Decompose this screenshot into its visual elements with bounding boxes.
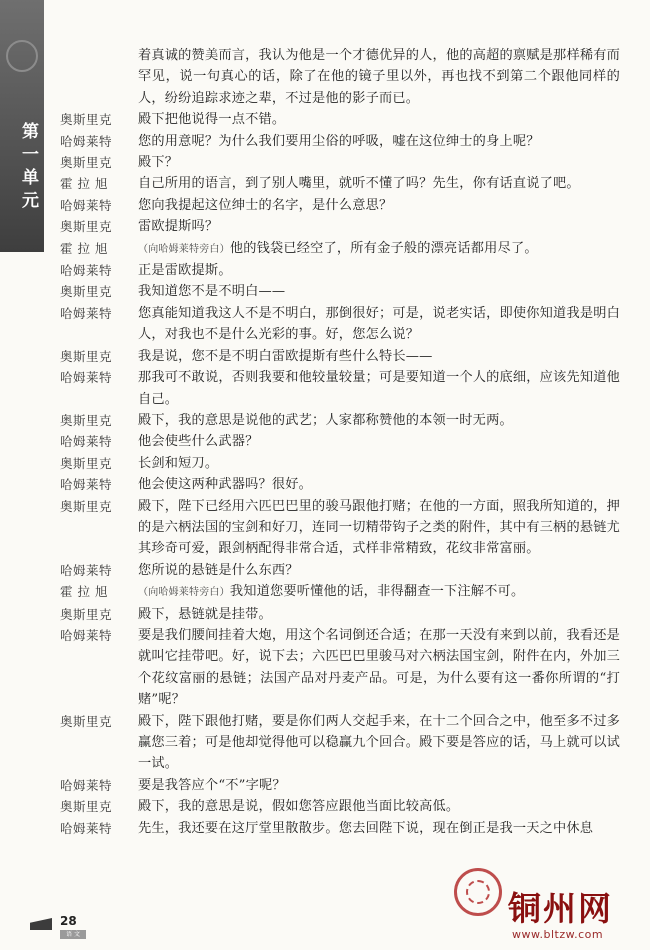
speech-content: 长剑和短刀。 xyxy=(138,455,219,471)
speech-text xyxy=(138,410,620,431)
speaker-name: 哈姆莱特 xyxy=(60,263,113,279)
speaker-name: 奥斯里克 xyxy=(60,455,113,471)
speaker-name: 哈姆莱特 xyxy=(60,777,113,793)
dialogue-line xyxy=(60,560,620,581)
dialogue-line xyxy=(60,303,620,346)
speaker-name: 奥斯里克 xyxy=(60,713,113,729)
speech-text xyxy=(138,195,620,216)
speech-text xyxy=(138,625,620,711)
speech-text xyxy=(138,818,620,839)
dialogue-line xyxy=(60,625,620,711)
speech-text xyxy=(138,453,620,474)
speaker-name: 哈姆莱特 xyxy=(60,197,113,213)
speech-text xyxy=(138,775,620,796)
dialogue-line xyxy=(60,346,620,367)
speech-content: 要是我答应个“不”字呢？ xyxy=(138,777,286,793)
speaker-name: 奥斯里克 xyxy=(60,606,113,622)
speech-content: 我知道您不是不明白—— xyxy=(138,284,286,300)
speech-content: 正是雷欧提斯。 xyxy=(138,263,232,279)
dialogue-line xyxy=(60,131,620,152)
speaker-name: 哈姆莱特 xyxy=(60,477,113,493)
speech-text xyxy=(138,152,620,173)
dialogue-line xyxy=(60,260,620,281)
speech-text xyxy=(138,474,620,495)
speaker-name: 奥斯里克 xyxy=(60,799,113,815)
speech-text xyxy=(138,581,620,603)
speaker-name: 奥斯里克 xyxy=(60,412,113,428)
speech-text xyxy=(138,45,620,109)
script-body xyxy=(60,45,620,839)
stage-direction: （向哈姆莱特旁白） xyxy=(138,587,230,599)
speech-content: 殿下？ xyxy=(138,155,179,171)
page-subtitle: 语 文 xyxy=(60,930,86,939)
speaker-name: 哈姆莱特 xyxy=(60,627,113,643)
watermark-logo-text: 铜州网 xyxy=(508,889,613,928)
dialogue-line xyxy=(60,216,620,237)
watermark-seal-icon xyxy=(454,868,502,916)
speech-content: 自己所用的语言，到了别人嘴里，就听不懂了吗？先生，你有话直说了吧。 xyxy=(138,176,580,192)
speech-text xyxy=(138,560,620,581)
dialogue-line xyxy=(60,604,620,625)
speech-content: 您的用意呢？为什么我们要用尘俗的呼吸，嘘在这位绅士的身上呢？ xyxy=(138,133,540,149)
speech-content: 雷欧提斯吗？ xyxy=(138,219,219,235)
unit-label: 第一单元 xyxy=(18,122,38,214)
dialogue-line xyxy=(60,474,620,495)
speech-text xyxy=(138,238,620,260)
speaker-name: 霍 拉 旭 xyxy=(60,240,108,256)
dialogue-line xyxy=(60,431,620,452)
dialogue-line xyxy=(60,152,620,173)
stage-direction: （向哈姆莱特旁白） xyxy=(138,243,230,255)
dialogue-line xyxy=(60,453,620,474)
speech-content: 殿下，我的意思是说他的武艺；人家都称赞他的本领一时无两。 xyxy=(138,412,513,428)
page-number: 28 xyxy=(60,914,77,928)
speech-content: 我是说，您不是不明白雷欧提斯有些什么特长—— xyxy=(138,348,433,364)
speech-text xyxy=(138,131,620,152)
dialogue-line xyxy=(60,238,620,260)
speech-text xyxy=(138,604,620,625)
speech-text xyxy=(138,303,620,346)
dialogue-line xyxy=(60,281,620,302)
speaker-name: 霍 拉 旭 xyxy=(60,584,108,600)
dialogue-line xyxy=(60,581,620,603)
footer-wedge-icon xyxy=(30,918,52,930)
dialogue-line xyxy=(60,195,620,216)
dialogue-line xyxy=(60,109,620,130)
speaker-name: 哈姆莱特 xyxy=(60,820,113,836)
speech-text xyxy=(138,173,620,194)
speech-text xyxy=(138,367,620,410)
speech-content: 您所说的悬链是什么东西？ xyxy=(138,562,299,578)
dialogue-line xyxy=(60,775,620,796)
phoenix-emblem-icon xyxy=(6,40,38,72)
speaker-name: 奥斯里克 xyxy=(60,498,113,514)
dialogue-line xyxy=(60,711,620,775)
speaker-name: 哈姆莱特 xyxy=(60,370,113,386)
speech-content: 我知道您要听懂他的话，非得翻查一下注解不可。 xyxy=(229,584,525,600)
speech-content: 您真能知道我这人不是不明白，那倒很好；可是，说老实话，即使你知道我是明白人，对我也不是什么光彩的事。好，您怎么说？ xyxy=(138,305,620,343)
speech-content: 要是我们腰间挂着大炮，用这个名词倒还合适；在那一天没有来到以前，我看还是就叫它挂带吧。好，说下去；六匹巴巴里骏马对六柄法国宝剑，附件在内，外加三个花纹富丽的悬链；法国产品对丹麦产品。可是，为什么要有这一番你所谓的“打赌”呢？ xyxy=(138,627,620,708)
speech-content: 殿下，陛下已经用六匹巴巴里的骏马跟他打赌；在他的一方面，照我所知道的，押的是六柄法国的宝剑和好刀，连同一切精带钩子之类的附件，其中有三柄的悬链尤其珍奇可爱，跟剑柄配得非常合适，式样非常精致，花纹非常富丽。 xyxy=(138,498,620,557)
dialogue-line xyxy=(60,796,620,817)
speech-content: 那我可不敢说，否则我要和他较量较量；可是要知道一个人的底细，应该先知道他自己。 xyxy=(138,370,620,407)
speaker-name: 奥斯里克 xyxy=(60,284,113,300)
speaker-name: 霍 拉 旭 xyxy=(60,176,108,192)
speech-text xyxy=(138,109,620,130)
speech-text xyxy=(138,796,620,817)
speaker-name: 奥斯里克 xyxy=(60,155,113,171)
dialogue-line xyxy=(60,496,620,560)
watermark-url: www.bltzw.com xyxy=(512,928,604,941)
speaker-name: 哈姆莱特 xyxy=(60,305,113,321)
speech-content: 殿下，我的意思是说，假如您答应跟他当面比较高低。 xyxy=(138,799,460,815)
dialogue-line xyxy=(60,818,620,839)
speech-text xyxy=(138,711,620,775)
speech-content: 殿下把他说得一点不错。 xyxy=(138,112,286,128)
unit-side-band xyxy=(0,0,44,252)
speech-text xyxy=(138,216,620,237)
speech-text xyxy=(138,431,620,452)
speech-content: 他的钱袋已经空了，所有金子般的漂亮话都用尽了。 xyxy=(229,240,538,256)
speech-text xyxy=(138,346,620,367)
speaker-name: 奥斯里克 xyxy=(60,219,113,235)
dialogue-line xyxy=(60,410,620,431)
dialogue-line xyxy=(60,173,620,194)
speaker-name: 哈姆莱特 xyxy=(60,133,113,149)
speaker-name: 哈姆莱特 xyxy=(60,562,113,578)
speech-content: 殿下，悬链就是挂带。 xyxy=(138,606,272,622)
dialogue-line xyxy=(60,45,620,109)
speech-content: 殿下，陛下跟他打赌，要是你们两人交起手来，在十二个回合之中，他至多不过多赢您三着；可是他却觉得他可以稳赢九个回合。殿下要是答应的话，马上就可以试一试。 xyxy=(138,713,620,772)
speech-content: 着真诚的赞美而言，我认为他是一个才德优异的人，他的高超的禀赋是那样稀有而罕见，说一句真心的话，除了在他的镜子里以外，再也找不到第二个跟他同样的人，纷纷追踪求迹之辈，不过是他的影子而已。 xyxy=(138,48,620,106)
speech-text xyxy=(138,281,620,302)
speaker-name: 奥斯里克 xyxy=(60,112,113,128)
speaker-name: 哈姆莱特 xyxy=(60,434,113,450)
speech-content: 他会使些什么武器？ xyxy=(138,434,259,450)
speech-text xyxy=(138,260,620,281)
speech-content: 先生，我还要在这厅堂里散散步。您去回陛下说，现在倒正是我一天之中休息 xyxy=(138,820,594,836)
speech-text xyxy=(138,496,620,560)
speaker-name: 奥斯里克 xyxy=(60,348,113,364)
dialogue-line xyxy=(60,367,620,410)
speech-content: 他会使这两种武器吗？很好。 xyxy=(138,477,313,493)
speech-content: 您向我提起这位绅士的名字，是什么意思？ xyxy=(138,197,393,213)
